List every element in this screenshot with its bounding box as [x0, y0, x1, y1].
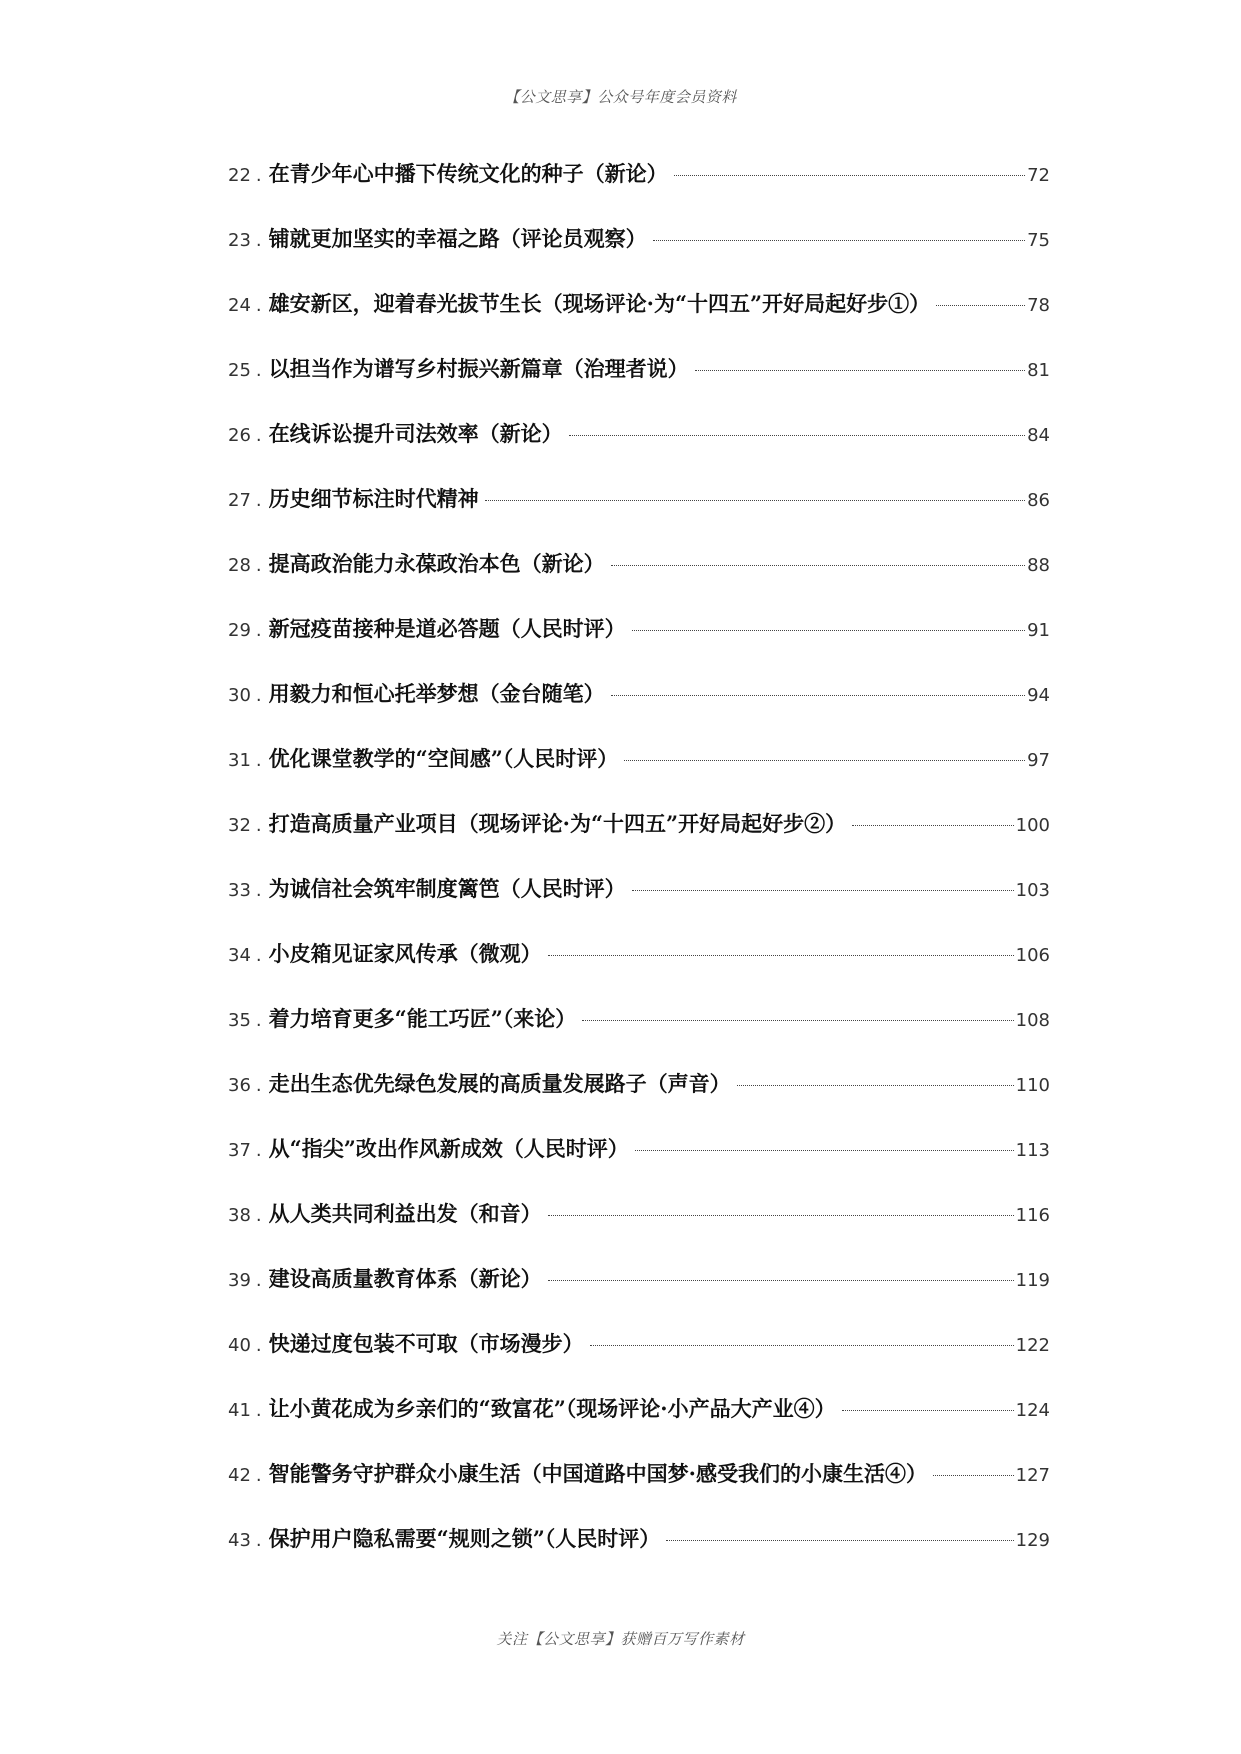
toc-entry-title: 着力培育更多“能工巧匠”（来论）: [268, 1006, 577, 1031]
dot-leader: [611, 695, 1025, 696]
toc-entry-number: 36: [228, 1075, 251, 1096]
toc-entry[interactable]: [228, 485, 1050, 550]
dot-leader: [936, 305, 1025, 306]
toc-entry-number: 37: [228, 1140, 251, 1161]
toc-entry-title: 用毅力和恒心托举梦想（金台随笔）: [268, 681, 605, 706]
page-header: 【公文思享】公众号年度会员资料: [504, 88, 737, 106]
dot-leader: [569, 435, 1025, 436]
toc-entry-separator: .: [255, 1140, 262, 1161]
toc-entry-page-number: 108: [1015, 1010, 1050, 1031]
toc-entry-separator: .: [255, 165, 262, 186]
toc-entry-title: 在线诉讼提升司法效率（新论）: [268, 421, 563, 446]
toc-entry-page-number: 113: [1015, 1140, 1050, 1161]
toc-entry[interactable]: [228, 1200, 1050, 1265]
toc-entry-title: 在青少年心中播下传统文化的种子（新论）: [268, 161, 668, 186]
toc-entry-title: 建设高质量教育体系（新论）: [268, 1266, 542, 1291]
toc-entry[interactable]: [228, 745, 1050, 810]
toc-entry-title: 智能警务守护群众小康生活（中国道路中国梦·感受我们的小康生活④）: [268, 1461, 927, 1486]
toc-entry-separator: .: [255, 1400, 262, 1421]
toc-entry[interactable]: [228, 420, 1050, 485]
toc-entry-page-number: 124: [1015, 1400, 1050, 1421]
page-footer: 关注【公文思享】获赠百万写作素材: [496, 1630, 745, 1648]
toc-entry-separator: .: [255, 880, 262, 901]
toc-entry-title: 快递过度包装不可取（市场漫步）: [268, 1331, 584, 1356]
toc-entry-page-number: 81: [1027, 360, 1050, 381]
toc-entry-separator: .: [255, 1075, 262, 1096]
toc-entry[interactable]: [228, 160, 1050, 225]
dot-leader: [611, 565, 1025, 566]
toc-entry-number: 24: [228, 295, 251, 316]
toc-entry[interactable]: [228, 1525, 1050, 1590]
table-of-contents: [228, 160, 1050, 1590]
toc-entry-number: 42: [228, 1465, 251, 1486]
toc-entry-separator: .: [255, 750, 262, 771]
dot-leader: [635, 1150, 1014, 1151]
toc-entry-separator: .: [255, 360, 262, 381]
toc-entry-title: 提高政治能力永葆政治本色（新论）: [268, 551, 605, 576]
toc-entry-separator: .: [255, 555, 262, 576]
toc-entry-separator: .: [255, 425, 262, 446]
toc-entry-number: 25: [228, 360, 251, 381]
toc-entry[interactable]: [228, 615, 1050, 680]
dot-leader: [485, 500, 1025, 501]
toc-entry-separator: .: [255, 490, 262, 511]
dot-leader: [590, 1345, 1014, 1346]
toc-entry-separator: .: [255, 1530, 262, 1551]
toc-entry-page-number: 94: [1027, 685, 1050, 706]
toc-entry-page-number: 127: [1015, 1465, 1050, 1486]
toc-entry-number: 26: [228, 425, 251, 446]
toc-entry-number: 29: [228, 620, 251, 641]
toc-entry-title: 优化课堂教学的“空间感”（人民时评）: [268, 746, 619, 771]
toc-entry-title: 雄安新区，迎着春光拔节生长（现场评论·为“十四五”开好局起好步①）: [268, 291, 931, 316]
dot-leader: [852, 825, 1014, 826]
toc-entry-title: 从人类共同利益出发（和音）: [268, 1201, 542, 1226]
toc-entry-separator: .: [255, 620, 262, 641]
toc-entry-page-number: 103: [1015, 880, 1050, 901]
toc-entry-separator: .: [255, 1335, 262, 1356]
toc-entry-number: 22: [228, 165, 251, 186]
dot-leader: [842, 1410, 1014, 1411]
toc-entry-number: 23: [228, 230, 251, 251]
toc-entry-title: 以担当作为谱写乡村振兴新篇章（治理者说）: [268, 356, 689, 381]
toc-entry[interactable]: [228, 225, 1050, 290]
toc-entry-title: 走出生态优先绿色发展的高质量发展路子（声音）: [268, 1071, 731, 1096]
toc-entry-title: 打造高质量产业项目（现场评论·为“十四五”开好局起好步②）: [268, 811, 847, 836]
toc-entry-number: 40: [228, 1335, 251, 1356]
dot-leader: [674, 175, 1025, 176]
dot-leader: [653, 240, 1025, 241]
toc-entry[interactable]: [228, 355, 1050, 420]
toc-entry-title: 保护用户隐私需要“规则之锁”（人民时评）: [268, 1526, 661, 1551]
toc-entry[interactable]: [228, 290, 1050, 355]
toc-entry-page-number: 119: [1015, 1270, 1050, 1291]
toc-entry[interactable]: [228, 1005, 1050, 1070]
toc-entry-page-number: 129: [1015, 1530, 1050, 1551]
dot-leader: [737, 1085, 1014, 1086]
toc-entry-separator: .: [255, 685, 262, 706]
toc-entry-page-number: 78: [1027, 295, 1050, 316]
toc-entry-number: 34: [228, 945, 251, 966]
toc-entry-title: 为诚信社会筑牢制度篱笆（人民时评）: [268, 876, 626, 901]
toc-entry-title: 小皮箱见证家风传承（微观）: [268, 941, 542, 966]
toc-entry-separator: .: [255, 815, 262, 836]
toc-entry-page-number: 72: [1027, 165, 1050, 186]
toc-entry-number: 31: [228, 750, 251, 771]
toc-entry-number: 41: [228, 1400, 251, 1421]
toc-entry-separator: .: [255, 1205, 262, 1226]
toc-entry-separator: .: [255, 945, 262, 966]
toc-entry-page-number: 110: [1015, 1075, 1050, 1096]
dot-leader: [695, 370, 1025, 371]
toc-entry[interactable]: [228, 810, 1050, 875]
toc-entry-number: 27: [228, 490, 251, 511]
toc-entry-number: 35: [228, 1010, 251, 1031]
toc-entry[interactable]: [228, 1135, 1050, 1200]
toc-entry-page-number: 122: [1015, 1335, 1050, 1356]
toc-entry[interactable]: [228, 1395, 1050, 1460]
toc-entry[interactable]: [228, 1070, 1050, 1135]
dot-leader: [624, 760, 1025, 761]
toc-entry-title: 新冠疫苗接种是道必答题（人民时评）: [268, 616, 626, 641]
toc-entry-title: 历史细节标注时代精神: [268, 486, 479, 511]
toc-entry-page-number: 88: [1027, 555, 1050, 576]
dot-leader: [582, 1020, 1013, 1021]
toc-entry-title: 让小黄花成为乡亲们的“致富花”（现场评论·小产品大产业④）: [268, 1396, 836, 1421]
toc-entry-number: 28: [228, 555, 251, 576]
dot-leader: [632, 890, 1014, 891]
toc-entry[interactable]: [228, 1265, 1050, 1330]
dot-leader: [666, 1540, 1013, 1541]
toc-entry-separator: .: [255, 295, 262, 316]
toc-entry-page-number: 97: [1027, 750, 1050, 771]
toc-entry-page-number: 84: [1027, 425, 1050, 446]
toc-entry-page-number: 91: [1027, 620, 1050, 641]
toc-entry-separator: .: [255, 230, 262, 251]
dot-leader: [548, 955, 1014, 956]
toc-entry[interactable]: [228, 875, 1050, 940]
toc-entry-number: 43: [228, 1530, 251, 1551]
toc-entry-number: 38: [228, 1205, 251, 1226]
toc-entry-page-number: 116: [1015, 1205, 1050, 1226]
toc-entry-page-number: 86: [1027, 490, 1050, 511]
toc-entry-title: 从“指尖”改出作风新成效（人民时评）: [268, 1136, 629, 1161]
dot-leader: [548, 1280, 1014, 1281]
toc-entry-title: 铺就更加坚实的幸福之路（评论员观察）: [268, 226, 647, 251]
toc-entry-separator: .: [255, 1010, 262, 1031]
dot-leader: [548, 1215, 1014, 1216]
toc-entry[interactable]: [228, 550, 1050, 615]
toc-entry-number: 32: [228, 815, 251, 836]
dot-leader: [632, 630, 1025, 631]
toc-entry-page-number: 100: [1015, 815, 1050, 836]
toc-entry-number: 33: [228, 880, 251, 901]
toc-entry[interactable]: [228, 1460, 1050, 1525]
toc-entry-separator: .: [255, 1465, 262, 1486]
toc-entry[interactable]: [228, 680, 1050, 745]
dot-leader: [933, 1475, 1014, 1476]
toc-entry-number: 30: [228, 685, 251, 706]
toc-entry-page-number: 75: [1027, 230, 1050, 251]
toc-entry-separator: .: [255, 1270, 262, 1291]
toc-entry[interactable]: [228, 1330, 1050, 1395]
toc-entry-page-number: 106: [1015, 945, 1050, 966]
toc-entry-number: 39: [228, 1270, 251, 1291]
toc-entry[interactable]: [228, 940, 1050, 1005]
